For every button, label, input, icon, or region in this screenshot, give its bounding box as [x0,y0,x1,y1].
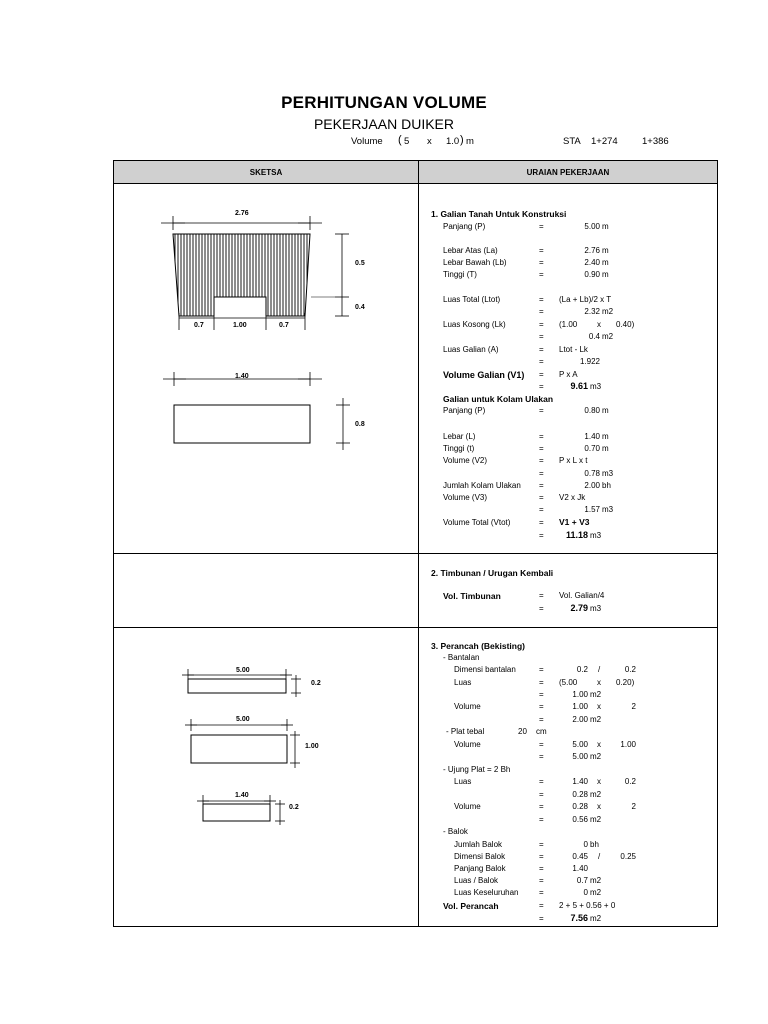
eq: = [539,469,544,478]
volume-unit: m [466,136,474,147]
dim-ujung-w: 1.40 [235,792,249,799]
eq: = [539,740,544,749]
eq: = [539,840,544,849]
eq: = [539,357,544,366]
vol-plat-a: 5.00 [572,740,588,749]
dim-trap-b3: 0.7 [279,322,289,329]
eq: = [539,702,544,711]
kp-label: Panjang (P) [443,406,486,415]
dim-bantalan-w: 5.00 [236,667,250,674]
vol-plat-unit: m2 [590,752,602,761]
sketch-drawing [114,184,417,926]
jb-val: 0 [583,840,588,849]
kt-unit: m [602,444,609,453]
kp-unit: m [602,406,609,415]
dim-trap-top: 2.76 [235,210,249,217]
vol-ujung-unit: m2 [590,815,602,824]
timbunan-unit: m3 [590,604,602,613]
eq: = [539,914,544,923]
kl-val: 1.40 [584,432,600,441]
lk-val: 0.4 [588,332,600,341]
timbunan-formula: Vol. Galian/4 [559,591,605,600]
eq: = [539,456,544,465]
eq: = [539,518,544,527]
eq: = [539,777,544,786]
v3-val: 1.57 [584,505,600,514]
volume-open: ( [398,134,402,146]
plat-label: - Plat tebal [446,727,485,736]
lk-close: 0.40) [616,320,635,329]
kl-unit: m [602,432,609,441]
v2-val: 0.78 [584,469,600,478]
v2-unit: m3 [602,469,614,478]
lb-unit: m [602,258,609,267]
jk-label: Jumlah Kolam Ulakan [443,481,521,490]
luas-ujung-a: 1.40 [572,777,588,786]
eq: = [539,591,544,600]
eq: = [539,481,544,490]
kp-val: 0.80 [584,406,600,415]
luas-val: 1.00 [572,690,588,699]
vtot-label: Volume Total (Vtot) [443,518,511,527]
jb-unit: bh [590,840,599,849]
eq: = [539,222,544,231]
kt-label: Tinggi (t) [443,444,475,453]
dim-trap-h1: 0.5 [355,260,365,267]
t-label: Tinggi (T) [443,270,477,279]
panjang-val: 5.00 [584,222,600,231]
kl-label: Lebar (L) [443,432,476,441]
eq: = [539,258,544,267]
pb-val: 1.40 [572,864,588,873]
eq: = [539,406,544,415]
luas-ujung-b: 0.2 [624,777,636,786]
lk-open: (1.00 [559,320,578,329]
db-b: 0.25 [620,852,636,861]
eq: = [539,864,544,873]
eq: = [539,815,544,824]
luas-ujung-x: x [597,777,601,786]
db-a: 0.45 [572,852,588,861]
eq: = [539,295,544,304]
volume-b: 1.0 [446,136,460,147]
eq: = [539,432,544,441]
v1-label: Volume Galian (V1) [443,370,525,380]
dim-trap-b2: 1.00 [233,322,247,329]
luas-unit: m2 [590,690,602,699]
sta-to: 1+386 [642,136,669,147]
ujung-plat-sketch [197,795,285,825]
v1-unit: m3 [590,382,602,391]
luas-ujung-unit: m2 [590,790,602,799]
lpb-val: 0.7 [576,876,588,885]
eq: = [539,665,544,674]
ujung-label: - Ujung Plat = 2 Bh [443,765,511,774]
eq: = [539,307,544,316]
eq: = [539,901,544,910]
dim-bantalan-label: Dimensi bantalan [454,665,516,674]
eq: = [539,715,544,724]
la-val: 2.76 [584,246,600,255]
v1-formula: P x A [559,370,578,379]
a-val: 1.922 [579,357,600,366]
eq: = [539,382,544,391]
ltot-formula: (La + Lb)/2 x T [559,295,612,304]
vol-ujung-a: 0.28 [572,802,588,811]
perancah-label: Vol. Perancah [443,901,499,911]
v3-label: Volume (V3) [443,493,488,502]
perancah-val: 7.56 [570,913,588,923]
dim-kolam-h: 0.8 [355,421,365,428]
bantalan-title: - Bantalan [443,653,480,662]
lk-unit: m2 [602,332,614,341]
a-formula: Ltot - Lk [559,345,588,354]
timbunan-val: 2.79 [570,603,588,613]
vol-plat-b: 1.00 [620,740,636,749]
eq: = [539,320,544,329]
vol-plat-label: Volume [454,740,481,749]
dim-trap-h2: 0.4 [355,304,365,311]
db-label: Dimensi Balok [454,852,506,861]
vol-ujung-label: Volume [454,802,481,811]
plat-val: 20 [518,727,527,736]
sta-from: 1+274 [591,136,618,147]
eq: = [539,246,544,255]
dim-plat-w: 5.00 [236,716,250,723]
vol-bantalan-b: 2 [631,702,636,711]
dim-bantalan-b: 0.2 [624,665,636,674]
lk-label: Luas Kosong (Lk) [443,320,506,329]
lk-all-unit: m2 [590,888,602,897]
jk-unit: bh [602,481,611,490]
ltot-unit: m2 [602,307,614,316]
v3-formula: V2 x Jk [559,493,586,502]
perancah-unit: m2 [590,914,602,923]
luas-x: x [597,678,601,687]
volume-close: ) [460,134,464,146]
vtot-unit: m3 [590,531,602,540]
header-desc: URAIAN PEKERJAAN [419,161,718,184]
vtot-formula: V1 + V3 [559,517,590,527]
vol-bantalan-x: x [597,702,601,711]
eq: = [539,678,544,687]
dim-bantalan-op: / [598,665,601,674]
page-subtitle: PEKERJAAN DUIKER [313,116,455,132]
eq: = [539,531,544,540]
lk-all-val: 0 [583,888,588,897]
ltot-val: 2.32 [584,307,600,316]
dim-bantalan-a: 0.2 [576,665,588,674]
trapezoid-sketch [161,216,349,330]
kolam-heading: Galian untuk Kolam Ulakan [443,394,554,404]
v3-unit: m3 [602,505,614,514]
eq: = [539,493,544,502]
timbunan-label: Vol. Timbunan [443,591,501,601]
luas-label: Luas [454,678,472,687]
vol-bantalan-unit: m2 [590,715,602,724]
eq: = [539,505,544,514]
lb-label: Lebar Bawah (Lb) [443,258,507,267]
eq: = [539,888,544,897]
la-label: Lebar Atas (La) [443,246,498,255]
lk-x: x [597,320,601,329]
vol-bantalan-label: Volume [454,702,481,711]
db-op: / [598,852,601,861]
luas-ujung-label: Luas [454,777,472,786]
lpb-unit: m2 [590,876,602,885]
t-val: 0.90 [584,270,600,279]
dim-trap-b1: 0.7 [194,322,204,329]
v1-val: 9.61 [570,381,588,391]
dim-kolam-w: 1.40 [235,373,249,380]
vol-plat-val: 5.00 [572,752,588,761]
eq: = [539,790,544,799]
luas-close: 0.20) [616,678,635,687]
v2-formula: P x L x t [559,456,588,465]
eq: = [539,876,544,885]
lk-all-label: Luas Keseluruhan [454,888,519,897]
vol-plat-x: x [597,740,601,749]
volume-x: x [427,136,432,147]
jb-label: Jumlah Balok [454,840,503,849]
eq: = [539,802,544,811]
lpb-label: Luas / Balok [454,876,499,885]
sta-label: STA [563,136,581,147]
kolam-sketch [163,372,350,450]
ltot-label: Luas Total (Ltot) [443,295,501,304]
luas-ujung-val: 0.28 [572,790,588,799]
header-sketch: SKETSA [114,161,419,184]
a-label: Luas Galian (A) [443,345,499,354]
lb-val: 2.40 [584,258,600,267]
eq: = [539,345,544,354]
page-title: PERHITUNGAN VOLUME [281,93,487,112]
vol-ujung-x: x [597,802,601,811]
eq: = [539,604,544,613]
eq: = [539,370,544,379]
v2-label: Volume (V2) [443,456,488,465]
eq: = [539,690,544,699]
jk-val: 2.00 [584,481,600,490]
dim-bantalan-h: 0.2 [311,680,321,687]
panjang-label: Panjang (P) [443,222,486,231]
perancah-formula: 2 + 5 + 0.56 + 0 [559,901,616,910]
eq: = [539,332,544,341]
t-unit: m [602,270,609,279]
panjang-unit: m [602,222,609,231]
vtot-val: 11.18 [565,530,588,540]
volume-a: 5 [404,136,410,147]
kt-val: 0.70 [584,444,600,453]
eq: = [539,752,544,761]
plat-sketch [185,719,300,768]
eq: = [539,270,544,279]
la-unit: m [602,246,609,255]
vol-bantalan-a: 1.00 [572,702,588,711]
plat-unit: cm [536,727,547,736]
vol-ujung-val: 0.56 [572,815,588,824]
sec2-heading: 2. Timbunan / Urugan Kembali [431,568,554,578]
volume-label: Volume [351,136,383,147]
balok-title: - Balok [443,827,468,836]
dim-ujung-h: 0.2 [289,804,299,811]
dim-plat-h: 1.00 [305,743,319,750]
sec3-heading: 3. Perancah (Bekisting) [431,641,526,651]
vol-ujung-b: 2 [631,802,636,811]
luas-open: (5.00 [559,678,578,687]
vol-bantalan-val: 2.00 [572,715,588,724]
eq: = [539,444,544,453]
sec1-heading: 1. Galian Tanah Untuk Konstruksi [431,209,567,219]
pb-label: Panjang Balok [454,864,506,873]
eq: = [539,852,544,861]
